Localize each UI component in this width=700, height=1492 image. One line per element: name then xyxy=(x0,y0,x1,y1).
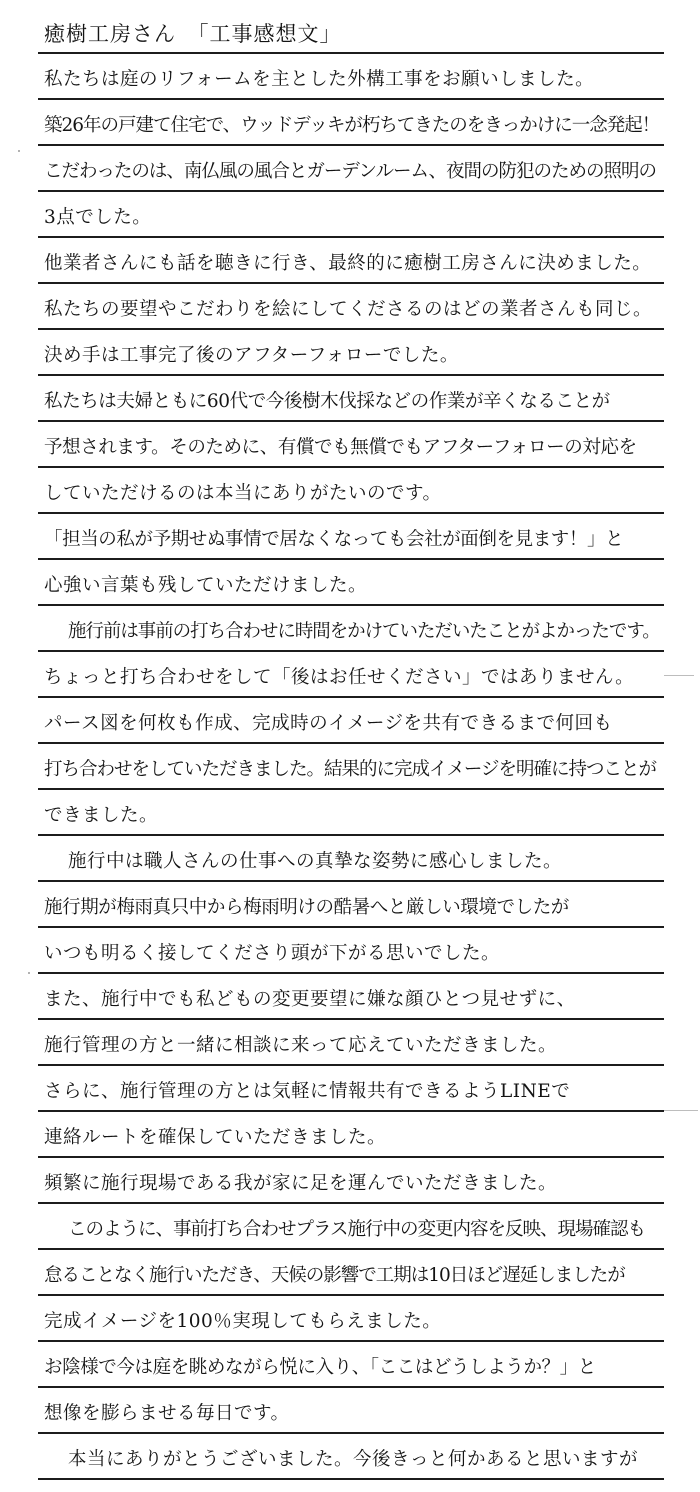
letter-line xyxy=(38,146,664,192)
letter-line xyxy=(38,1388,664,1434)
letter-line-text: 施行管理の方と一緒に相談に来って応えていただきました。 xyxy=(44,1035,558,1056)
letter-line-text: 本当にありがとうございました。今後きっと何かあると思いますが xyxy=(68,1449,639,1470)
letter-line xyxy=(38,1250,664,1296)
letter-line xyxy=(38,744,664,790)
letter-line xyxy=(38,100,664,146)
letter-line-text: 私たちは庭のリフォームを主とした外構工事をお願いしました。 xyxy=(44,69,595,90)
letter-line-text: 施行中は職人さんの仕事への真摯な姿勢に感心しました。 xyxy=(68,851,563,872)
letter-line-text: このように、事前打ち合わせプラス施行中の変更内容を反映、現場確認も xyxy=(68,1219,645,1240)
letter-line xyxy=(38,192,664,238)
scan-mark xyxy=(664,1110,698,1111)
letter-line-text: 施行前は事前の打ち合わせに時間をかけていただいたことがよかったです。 xyxy=(68,621,660,642)
letter-line-text: 他業者さんにも話を聴きに行き、最終的に癒樹工房さんに決めました。 xyxy=(44,253,652,274)
letter-line-text: 私たちの要望やこだわりを絵にしてくださるのはどの業者さんも同じ。 xyxy=(44,299,653,320)
letter-line xyxy=(38,1296,664,1342)
letter-line xyxy=(38,1158,664,1204)
letter-line xyxy=(38,698,664,744)
letter-line-text: さらに、施行管理の方とは気軽に情報共有できるようLINEで xyxy=(44,1081,571,1102)
letter-line-text: 打ち合わせをしていただきました。結果的に完成イメージを明確に持つことが xyxy=(44,759,656,780)
letter-line xyxy=(38,376,664,422)
letter-line-text: こだわったのは、南仏風の風合とガーデンルーム、夜間の防犯のための照明の xyxy=(44,161,657,182)
scan-mark xyxy=(664,675,694,676)
letter-line xyxy=(38,422,664,468)
scan-speck xyxy=(28,972,30,974)
letter-line xyxy=(38,836,664,882)
scan-speck xyxy=(18,150,20,152)
letter-line-text: 頻繁に施行現場である我が家に足を運んでいただきました。 xyxy=(44,1173,558,1194)
letter-line xyxy=(38,284,664,330)
letter-title-line xyxy=(38,8,664,54)
letter-line xyxy=(38,514,664,560)
letter-line-text: 怠ることなく施行いただき、天候の影響で工期は10日ほど遅延しましたが xyxy=(44,1265,625,1286)
letter-line-text: 築26年の戸建て住宅で、ウッドデッキが朽ちてきたのをきっかけに一念発起！ xyxy=(44,115,660,136)
letter-line xyxy=(38,1342,664,1388)
letter-line-text: 施行期が梅雨真只中から梅雨明けの酷暑へと厳しい環境でしたが xyxy=(44,897,569,918)
letter-line-text: お陰様で今は庭を眺めながら悦に入り、「ここはどうしようか？」と xyxy=(44,1357,596,1378)
letter-line xyxy=(38,1204,664,1250)
letter-line xyxy=(38,1112,664,1158)
letter-line-text: また、施行中でも私どもの変更要望に嫌な顔ひとつ見せずに、 xyxy=(44,989,576,1010)
letter-line-text: 予想されます。そのために、有償でも無償でもアフターフォローの対応を xyxy=(44,437,637,458)
letter-line xyxy=(38,652,664,698)
letter-line-text: パース図を何枚も作成、完成時のイメージを共有できるまで何回も xyxy=(44,713,613,734)
letter-line xyxy=(38,468,664,514)
letter-line-text: ちょっと打ち合わせをして「後はお任せください」ではありません。 xyxy=(44,667,635,688)
letter-title: 癒樹工房さん 「工事感想文」 xyxy=(44,22,342,46)
letter-line-text: 「担当の私が予期せぬ事情で居なくなっても会社が面倒を見ます！」と xyxy=(44,529,624,550)
letter-line xyxy=(38,882,664,928)
letter-line-text: していただけるのは本当にありがたいのです。 xyxy=(44,483,442,504)
letter-line xyxy=(38,330,664,376)
letter-line-text: 3点でした。 xyxy=(44,207,152,228)
letter-line xyxy=(38,606,664,652)
letter-line xyxy=(38,238,664,284)
letter-line-text: できました。 xyxy=(44,805,159,826)
letter-line-text: 完成イメージを100％実現してもらえました。 xyxy=(44,1311,442,1332)
letter-line-text: 心強い言葉も残していただけました。 xyxy=(44,575,368,596)
letter-line-text: 私たちは夫婦ともに60代で今後樹木伐採などの作業が辛くなることが xyxy=(44,391,610,412)
letter-line xyxy=(38,1066,664,1112)
letter-line xyxy=(38,974,664,1020)
letter-line-text: 決め手は工事完了後のアフターフォローでした。 xyxy=(44,345,459,366)
letter-line xyxy=(38,1434,664,1480)
letter-line-text: いつも明るく接してくださり頭が下がる思いでした。 xyxy=(44,943,501,964)
letter-line xyxy=(38,1020,664,1066)
letter-line xyxy=(38,790,664,836)
letter-line-text: 連絡ルートを確保していただきました。 xyxy=(44,1127,387,1148)
letter-line xyxy=(38,560,664,606)
letter-line xyxy=(38,928,664,974)
letter-line-text: 想像を膨らませる毎日です。 xyxy=(44,1403,290,1424)
letter-line xyxy=(38,54,664,100)
